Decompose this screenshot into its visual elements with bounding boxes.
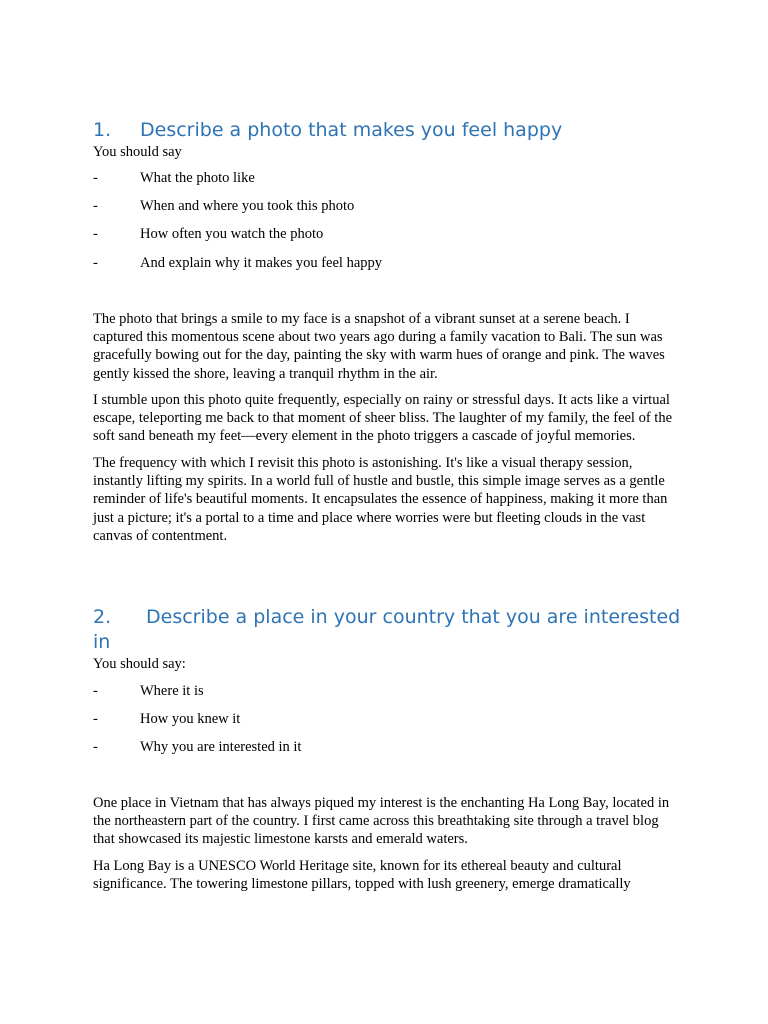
section-1-lead: You should say (93, 144, 182, 160)
spacer (93, 766, 698, 794)
section-1-heading (93, 118, 698, 143)
bullet-text: How you knew it (140, 710, 241, 727)
section-1-bullet-list (93, 169, 698, 272)
section-1-paragraph-3: The frequency with which I revisit this photo is astonishing. It's like a visual therapy session, instantly lifting my spirits. In a world full of hustle and bustle, this simple image serves as a gentle reminder of life's beautiful moments. It encapsulates the essence of happiness, making it more than just a picture; it's a portal to a time and place where worries were but fleeting clouds in the vast canvas of contentment. (93, 454, 668, 544)
spacer (93, 282, 698, 310)
section-2-number: 2. (93, 606, 112, 629)
bullet-text: How often you watch the photo (140, 226, 324, 243)
bullet-dash: - (93, 738, 98, 755)
list-item (93, 197, 698, 215)
section-2-paragraph-1: One place in Vietnam that has always piqued my interest is the enchanting Ha Long Bay, located in the northeastern part of the country. I first came across this breathtaking site through a travel blog that showcased its majestic limestone karsts and emerald waters. (93, 794, 670, 848)
section-2-heading (93, 605, 698, 655)
bullet-text: Why you are interested in it (140, 738, 302, 755)
section-1-number: 1. (93, 119, 112, 141)
list-item (93, 169, 698, 187)
section-2-paragraph-2: Ha Long Bay is a UNESCO World Heritage site, known for its ethereal beauty and cultural significance. The towering limestone pillars, topped with lush greenery, emerge dramatically (93, 857, 631, 892)
bullet-dash: - (93, 710, 98, 727)
bullet-text: What the photo like (140, 170, 255, 187)
bullet-text: When and where you took this photo (140, 198, 355, 215)
list-item (93, 738, 698, 756)
list-item (93, 710, 698, 728)
bullet-dash: - (93, 198, 98, 215)
section-1-paragraph-2: I stumble upon this photo quite frequently, especially on rainy or stressful days. It acts like a virtual escape, teleporting me back to that moment of sheer bliss. The laughter of my family, the feel of the soft sand beneath my feet—every element in the photo triggers a cascade of joyful memories. (93, 391, 673, 445)
section-1-title: Describe a photo that makes you feel happy (140, 119, 563, 141)
bullet-dash: - (93, 254, 98, 271)
list-item (93, 254, 698, 272)
spacer (93, 553, 698, 605)
section-2-lead: You should say: (93, 656, 186, 673)
section-2-bullet-list (93, 682, 698, 756)
section-1-paragraph-1: The photo that brings a smile to my face is a snapshot of a vibrant sunset at a serene beach. I captured this momentous scene about two years ago during a family vacation to Bali. The sun was gracefully bowing out for the day, painting the sky with warm hues of orange and pink. The waves gently kissed the shore, leaving a tranquil rhythm in the air. (93, 310, 665, 382)
list-item (93, 225, 698, 243)
list-item (93, 682, 698, 700)
section-2-title: Describe a place in your country that you are interested in (93, 606, 681, 654)
bullet-dash: - (93, 226, 98, 243)
bullet-dash: - (93, 682, 98, 699)
bullet-text: And explain why it makes you feel happy (140, 254, 383, 271)
bullet-dash: - (93, 170, 98, 187)
bullet-text: Where it is (140, 682, 204, 699)
